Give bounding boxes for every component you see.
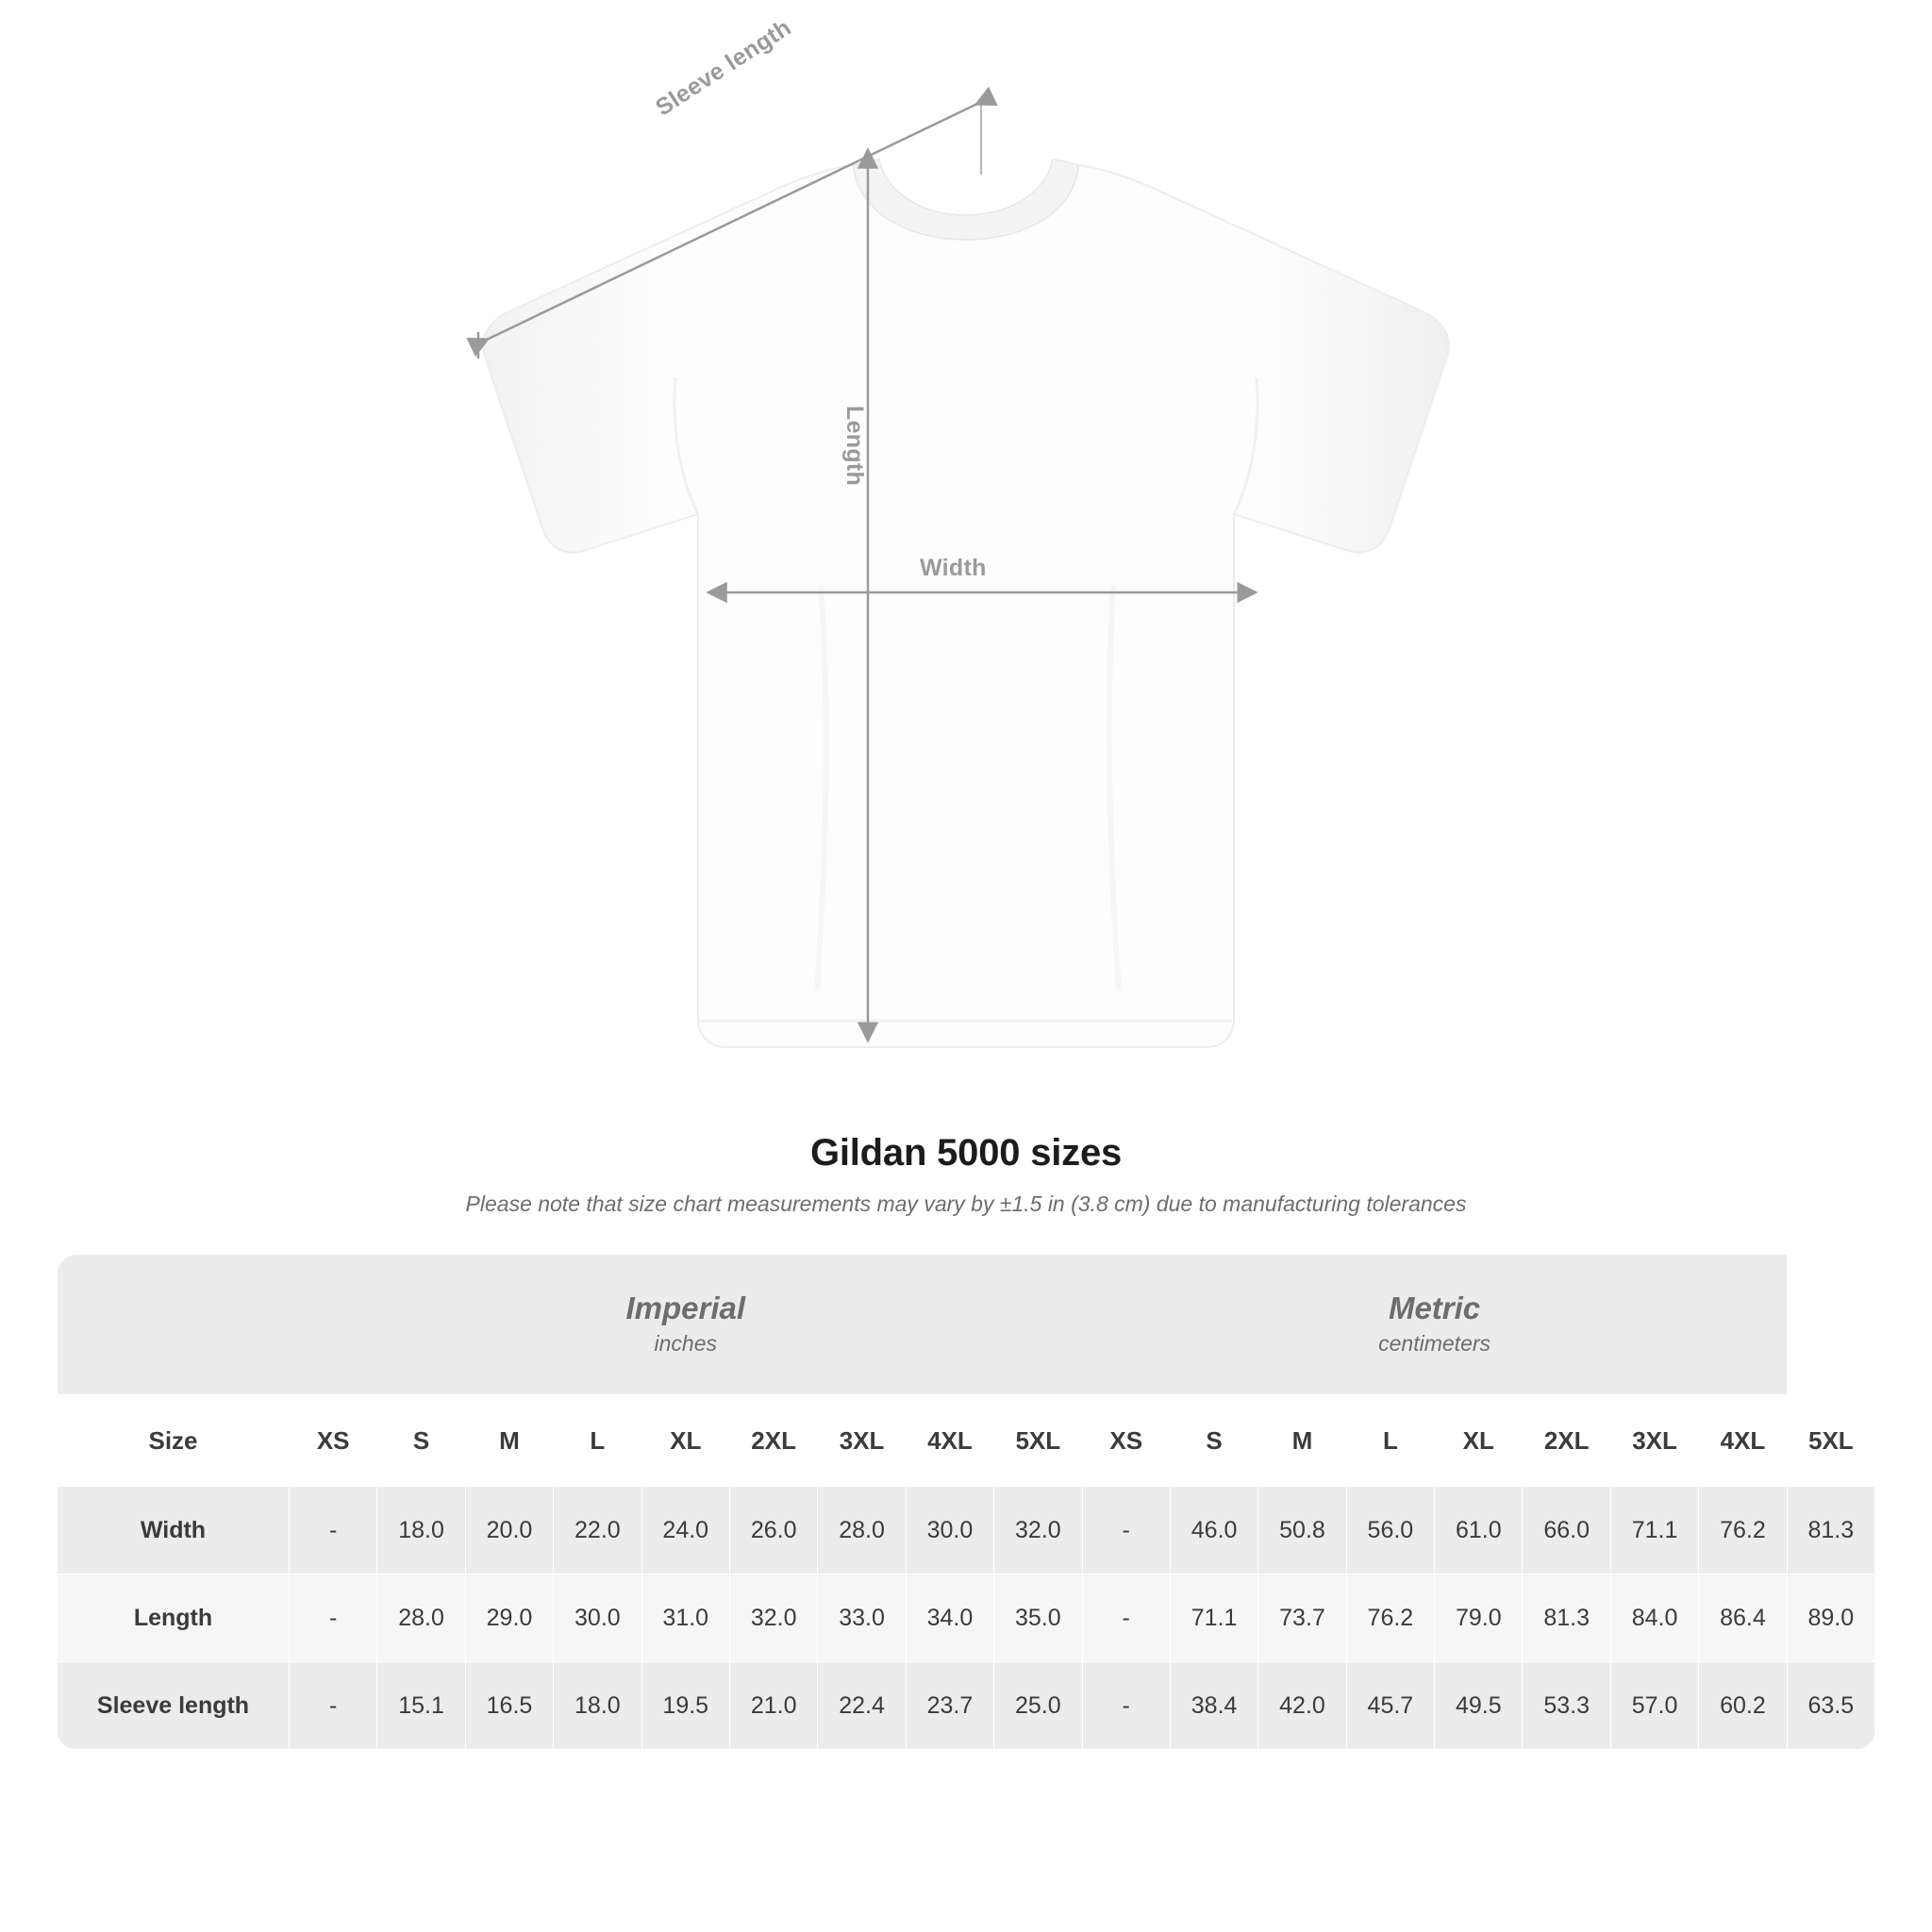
size-column-header: 2XL [729,1395,817,1487]
size-column-header: 2XL [1523,1395,1610,1487]
measurement-cell: 30.0 [906,1487,993,1574]
measurement-cell: 28.0 [818,1487,906,1574]
measurement-cell: 89.0 [1787,1574,1874,1662]
measurement-cell: 31.0 [641,1574,729,1662]
tshirt-shape [483,159,1448,1047]
unit-header-row [58,1255,1875,1395]
measurement-cell: 71.1 [1610,1487,1698,1574]
measurement-cell: 76.2 [1699,1487,1787,1574]
width-label: Width [920,555,987,581]
measurement-label: Length [58,1574,290,1662]
measurement-cell: 50.8 [1258,1487,1346,1574]
measurement-cell: - [290,1487,377,1574]
measurement-cell: 53.3 [1523,1662,1610,1750]
measurement-cell: 71.1 [1170,1574,1257,1662]
size-column-header: XS [290,1395,377,1487]
measurement-cell: - [1082,1662,1170,1750]
measurement-cell: 20.0 [465,1487,553,1574]
size-column-header: L [554,1395,641,1487]
measurement-cell: 49.5 [1435,1662,1523,1750]
size-column-header: XS [1082,1395,1170,1487]
size-column-header: L [1346,1395,1434,1487]
size-table-container [57,1255,1875,1750]
table-row [58,1574,1875,1662]
measurement-cell: 32.0 [729,1574,817,1662]
measurement-cell: 45.7 [1346,1662,1434,1750]
measurement-cell: 66.0 [1523,1487,1610,1574]
size-column-header: 5XL [1787,1395,1874,1487]
size-column-header: 4XL [906,1395,993,1487]
measurement-cell: 60.2 [1699,1662,1787,1750]
size-column-header: XL [641,1395,729,1487]
measurement-label: Sleeve length [58,1662,290,1750]
measurement-cell: 38.4 [1170,1662,1257,1750]
size-column-header: S [377,1395,465,1487]
measurement-cell: 32.0 [994,1487,1082,1574]
size-table [57,1255,1875,1750]
unit-corner-cell [58,1255,290,1395]
measurement-cell: 21.0 [729,1662,817,1750]
measurement-cell: 24.0 [641,1487,729,1574]
size-column-header: S [1170,1395,1257,1487]
measurement-cell: 22.0 [554,1487,641,1574]
measurement-cell: 56.0 [1346,1487,1434,1574]
measurement-cell: 81.3 [1523,1574,1610,1662]
imperial-unit: inches [654,1331,717,1357]
measurement-cell: 30.0 [554,1574,641,1662]
measurement-cell: 25.0 [994,1662,1082,1750]
tolerance-note: Please note that size chart measurements may vary by ±1.5 in (3.8 cm) due to manufacturing tolerances [465,1191,1467,1216]
measurement-cell: 46.0 [1170,1487,1257,1574]
measurement-cell: - [1082,1574,1170,1662]
size-header-cell: Size [58,1395,290,1487]
length-label: Length [841,406,868,487]
measurement-cell: 81.3 [1787,1487,1874,1574]
table-row [58,1662,1875,1750]
measurement-cell: 63.5 [1787,1662,1874,1750]
table-header-row [58,1395,1875,1487]
metric-unit: centimeters [1378,1331,1491,1357]
measurement-cell: 73.7 [1258,1574,1346,1662]
table-row [58,1487,1875,1574]
size-column-header: 5XL [994,1395,1082,1487]
measurement-cell: 35.0 [994,1574,1082,1662]
measurement-cell: - [1082,1487,1170,1574]
measurement-cell: 61.0 [1435,1487,1523,1574]
measurement-cell: 86.4 [1699,1574,1787,1662]
measurement-cell: 42.0 [1258,1662,1346,1750]
measurement-cell: - [290,1574,377,1662]
measurement-cell: 84.0 [1610,1574,1698,1662]
size-column-header: 4XL [1699,1395,1787,1487]
sleeve-length-label: Sleeve length [651,14,796,122]
measurement-cell: 57.0 [1610,1662,1698,1750]
size-column-header: M [1258,1395,1346,1487]
chart-heading [0,1132,1932,1217]
size-column-header: XL [1435,1395,1523,1487]
page-title: Gildan 5000 sizes [809,1132,1123,1174]
measurement-cell: 34.0 [906,1574,993,1662]
size-column-header: 3XL [1610,1395,1698,1487]
measurement-cell: 18.0 [377,1487,465,1574]
measurement-cell: 33.0 [818,1574,906,1662]
measurement-cell: 22.4 [818,1662,906,1750]
measurement-cell: 76.2 [1346,1574,1434,1662]
measurement-cell: 29.0 [465,1574,553,1662]
measurement-cell: 26.0 [729,1487,817,1574]
measurement-cell: 23.7 [906,1662,993,1750]
measurement-label: Width [58,1487,290,1574]
imperial-group-header [290,1255,1083,1395]
metric-group-header [1082,1255,1787,1395]
measurement-cell: - [290,1662,377,1750]
size-column-header: 3XL [818,1395,906,1487]
measurement-cell: 19.5 [641,1662,729,1750]
metric-label: Metric [1388,1291,1481,1326]
size-column-header: M [465,1395,553,1487]
imperial-label: Imperial [625,1291,746,1326]
measurement-cell: 79.0 [1435,1574,1523,1662]
measurement-cell: 28.0 [377,1574,465,1662]
measurement-cell: 18.0 [554,1662,641,1750]
measurement-cell: 15.1 [377,1662,465,1750]
measurement-cell: 16.5 [465,1662,553,1750]
